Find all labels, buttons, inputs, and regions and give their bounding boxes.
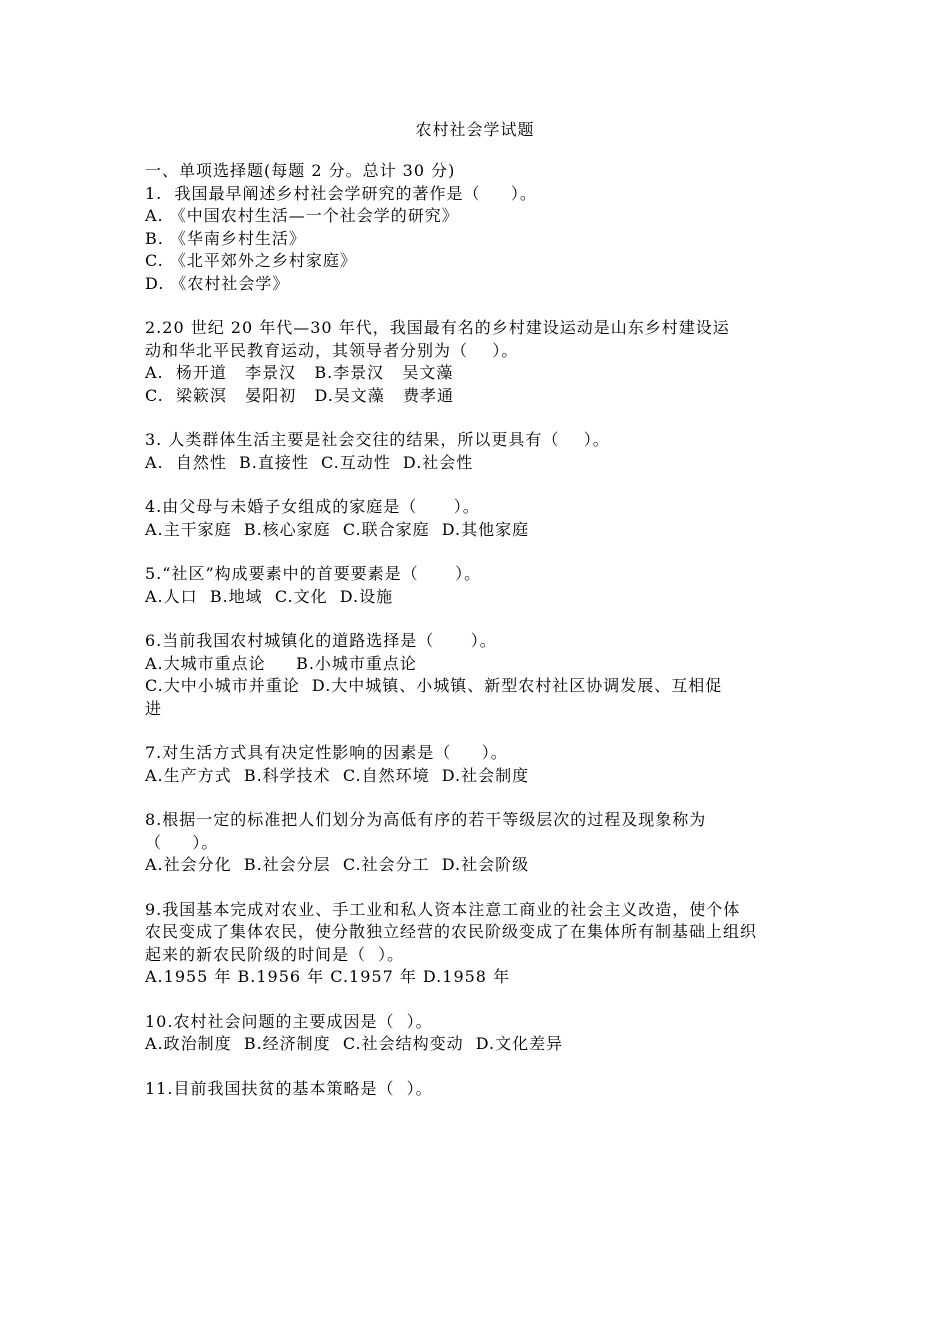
option-line: A.社会分化 B.社会分层 C.社会分工 D.社会阶级	[145, 855, 530, 874]
option-line: C. 《北平郊外之乡村家庭》	[145, 251, 357, 270]
question-5	[145, 563, 815, 608]
question-stem: 11.目前我国扶贫的基本策略是（ ）。	[145, 1078, 433, 1098]
question-8	[145, 809, 815, 877]
question-list	[145, 160, 815, 1122]
option-line: C. 梁簌溟 晏阳初 D.吴文藻 费孝通	[145, 385, 455, 405]
question-stem: 5.“社区”构成要素中的首要要素是（ ）。	[145, 564, 482, 583]
option-line: A. 《中国农村生活—一个社会学的研究》	[145, 206, 459, 225]
question-stem: 7.对生活方式具有决定性影响的因素是（ ）。	[145, 743, 508, 762]
question-stem: 3. 人类群体生活主要是社会交往的结果，所以更具有（ ）。	[145, 430, 610, 449]
question-10	[145, 1011, 815, 1056]
option-line: B. 《华南乡村生活》	[145, 228, 306, 248]
question-4	[145, 496, 815, 541]
page-title: 农村社会学试题	[415, 120, 535, 139]
question-9	[145, 899, 815, 989]
question-stem: 起来的新农民阶级的时间是（ ）。	[145, 944, 405, 964]
question-stem: （ ）。	[145, 832, 219, 852]
option-line: 进	[145, 698, 163, 718]
option-line: A.1955 年 B.1956 年 C.1957 年 D.1958 年	[145, 967, 511, 986]
question-stem: 1. 我国最早阐述乡村社会学研究的著作是（ ）。	[145, 183, 537, 203]
question-stem: 6.当前我国农村城镇化的道路选择是（ ）。	[145, 631, 497, 650]
question-1	[145, 183, 815, 296]
question-7	[145, 742, 815, 787]
question-3	[145, 429, 815, 474]
question-stem: 农民变成了集体农民，使分散独立经营的农民阶级变成了在集体所有制基础上组织	[145, 922, 758, 941]
question-stem: 2.20 世纪 20 年代—30 年代，我国最有名的乡村建设运动是山东乡村建设运	[145, 318, 730, 337]
option-line: A.政治制度 B.经济制度 C.社会结构变动 D.文化差异	[145, 1034, 564, 1053]
question-stem: 8.根据一定的标准把人们划分为高低有序的若干等级层次的过程及现象称为	[145, 810, 707, 829]
question-stem: 动和华北平民教育运动，其领导者分别为（ ）。	[145, 340, 519, 360]
section-heading: 一、单项选择题(每题 2 分。总计 30 分)	[145, 161, 456, 180]
option-line: A.生产方式 B.科学技术 C.自然环境 D.社会制度	[145, 765, 530, 785]
option-line: A.大城市重点论 B.小城市重点论	[145, 653, 417, 673]
question-stem: 4.由父母与未婚子女组成的家庭是（ ）。	[145, 497, 480, 516]
option-line: A.人口 B.地域 C.文化 D.设施	[145, 586, 394, 606]
option-line: A.主干家庭 B.核心家庭 C.联合家庭 D.其他家庭	[145, 519, 530, 539]
option-line: A. 杨开道 李景汉 B.李景汉 吴文藻	[145, 363, 454, 382]
question-11	[145, 1078, 815, 1101]
question-stem: 9.我国基本完成对农业、手工业和私人资本注意工商业的社会主义改造，使个体	[145, 899, 741, 919]
question-stem: 10.农村社会问题的主要成因是（ ）。	[145, 1011, 433, 1031]
option-line: A. 自然性 B.直接性 C.互动性 D.社会性	[145, 452, 474, 472]
question-6	[145, 630, 815, 720]
option-line: D. 《农村社会学》	[145, 273, 290, 293]
option-line: C.大中小城市并重论 D.大中城镇、小城镇、新型农村社区协调发展、互相促	[145, 676, 723, 695]
question-2	[145, 317, 815, 407]
